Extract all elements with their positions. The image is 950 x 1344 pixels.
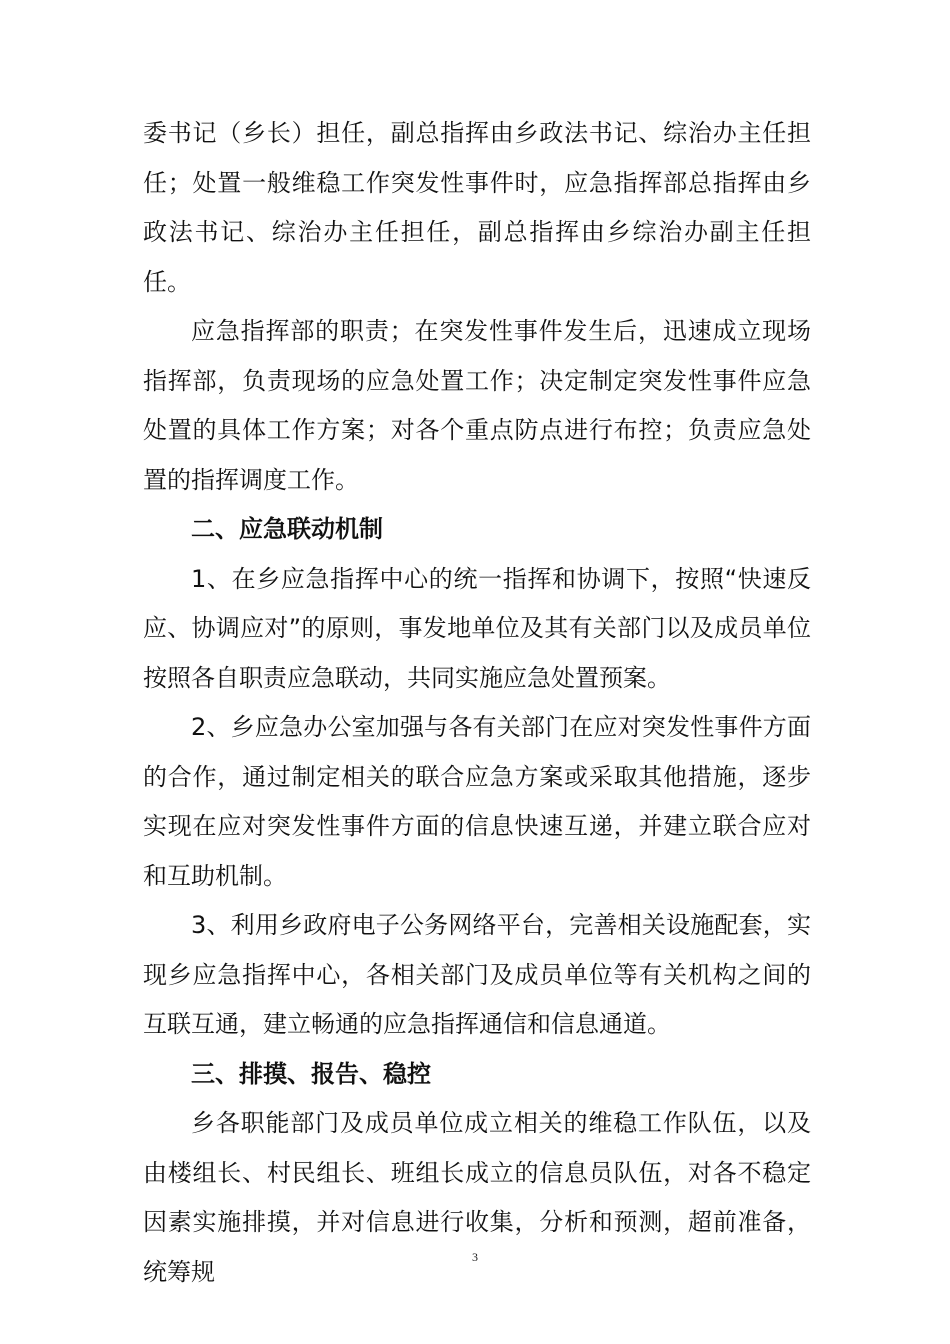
- paragraph-investigation: 乡各职能部门及成员单位成立相关的维稳工作队伍，以及由楼组长、村民组长、班组长成立的信息员队伍，对各不稳定因素实施排摸，并对信息进行收集，分析和预测，超前准备，统筹规: [143, 1109, 811, 1286]
- paragraph-command-duties: 应急指挥部的职责；在突发性事件发生后，迅速成立现场指挥部，负责现场的应急处置工作；决定制定突发性事件应急处置的具体工作方案；对各个重点防点进行布控；负责应急处置的指挥调度工作。: [143, 317, 811, 494]
- paragraph-linkage-item-2: 2、乡应急办公室加强与各有关部门在应对突发性事件方面的合作，通过制定相关的联合应急方案或采取其他措施，逐步实现在应对突发性事件方面的信息快速互递，并建立联合应对和互助机制。: [143, 713, 811, 890]
- section-heading-linkage: 二、应急联动机制: [191, 515, 383, 543]
- document-body: [143, 109, 811, 1297]
- section-heading-investigation: 三、排摸、报告、稳控: [191, 1059, 431, 1088]
- page-number: 3: [472, 1250, 478, 1264]
- paragraph-linkage-item-1: 1、在乡应急指挥中心的统一指挥和协调下，按照“快速反应、协调应对”的原则，事发地单位及其有关部门以及成员单位按照各自职责应急联动，共同实施应急处置预案。: [143, 564, 811, 692]
- paragraph-linkage-item-3: 3、利用乡政府电子公务网络平台，完善相关设施配套，实现乡应急指挥中心，各相关部门及成员单位等有关机构之间的互联互通，建立畅通的应急指挥通信和信息通道。: [143, 911, 811, 1038]
- paragraph-command-structure: 委书记（乡长）担任，副总指挥由乡政法书记、综治办主任担任；处置一般维稳工作突发性事件时，应急指挥部总指挥由乡政法书记、综治办主任担任，副总指挥由乡综治办副主任担任。: [143, 119, 811, 296]
